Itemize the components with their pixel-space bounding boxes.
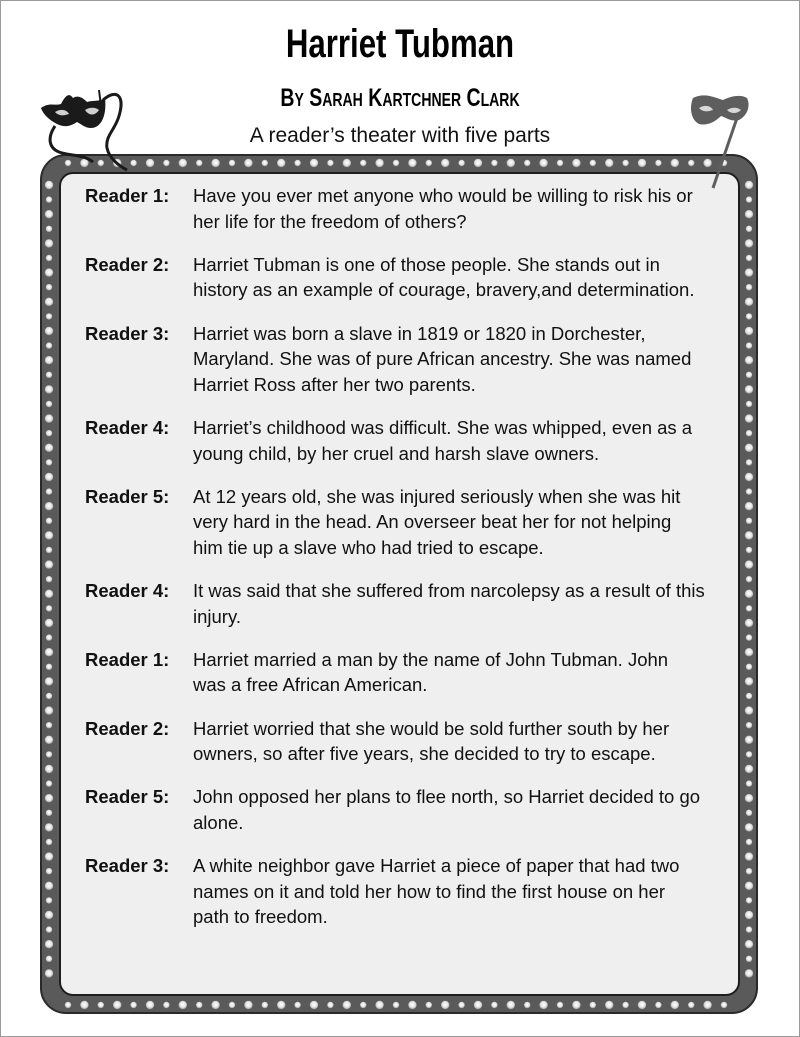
reader-line: Harriet was born a slave in 1819 or 1820 in Dorchester, Maryland. She was of pure African ancestry. She was named Harriet Ross after her two parents.: [193, 322, 692, 395]
script-entry: [85, 252, 705, 303]
script-entry: [85, 183, 705, 234]
script-entry: [85, 578, 705, 629]
reader-line: Have you ever met anyone who would be willing to risk his or her life for the freedom of others?: [193, 185, 693, 232]
reader-line: At 12 years old, she was injured seriously when she was hit very hard in the head. An overseer beat her for not helping him tie up a slave who had tried to escape.: [193, 485, 681, 558]
author-byline: By Sarah Kartchner Clark: [280, 84, 520, 112]
reader-label: Reader 1:: [85, 185, 170, 206]
reader-label: Reader 4:: [85, 580, 170, 602]
reader-label: Reader 3:: [85, 322, 170, 344]
reader-label: Reader 4:: [85, 416, 170, 438]
reader-label: Reader 1:: [85, 648, 170, 670]
script-entry: [85, 784, 705, 835]
script-entry: [85, 716, 705, 767]
script-entry: [85, 647, 705, 698]
subtitle: A reader’s theater with five parts: [249, 124, 551, 147]
theater-mask-black-icon: [35, 86, 140, 181]
reader-line: Harriet worried that she would be sold further south by her owners, so after five years, she decided to try to escape.: [193, 717, 670, 765]
script-entry: [85, 484, 705, 561]
reader-label: Reader 5:: [85, 786, 170, 808]
reader-line: Harriet’s childhood was difficult. She was whipped, even as a young child, by her cruel and harsh slave owners.: [193, 416, 693, 464]
reader-line: John opposed her plans to flee north, so Harriet decided to go alone.: [193, 786, 701, 834]
script-list: [85, 183, 705, 948]
reader-line: Harriet married a man by the name of John Tubman. John was a free African American.: [193, 648, 669, 696]
reader-label: Reader 5:: [85, 485, 170, 507]
reader-label: Reader 2:: [85, 717, 170, 739]
page-title: Harriet Tubman: [285, 22, 515, 66]
reader-label: Reader 3:: [85, 855, 170, 877]
reader-label: Reader 2:: [85, 253, 170, 275]
reader-line: A white neighbor gave Harriet a piece of paper that had two names on it and told her how to find the first house on her path to freedom.: [193, 855, 680, 928]
reader-line: It was said that she suffered from narcolepsy as a result of this injury.: [193, 580, 705, 627]
masquerade-mask-on-stick-icon: [685, 86, 760, 191]
script-entry: [85, 415, 705, 466]
script-entry: [85, 853, 705, 930]
reader-line: Harriet Tubman is one of those people. She stands out in history as an example of courage, bravery,and determination.: [193, 253, 695, 301]
script-entry: [85, 321, 705, 398]
